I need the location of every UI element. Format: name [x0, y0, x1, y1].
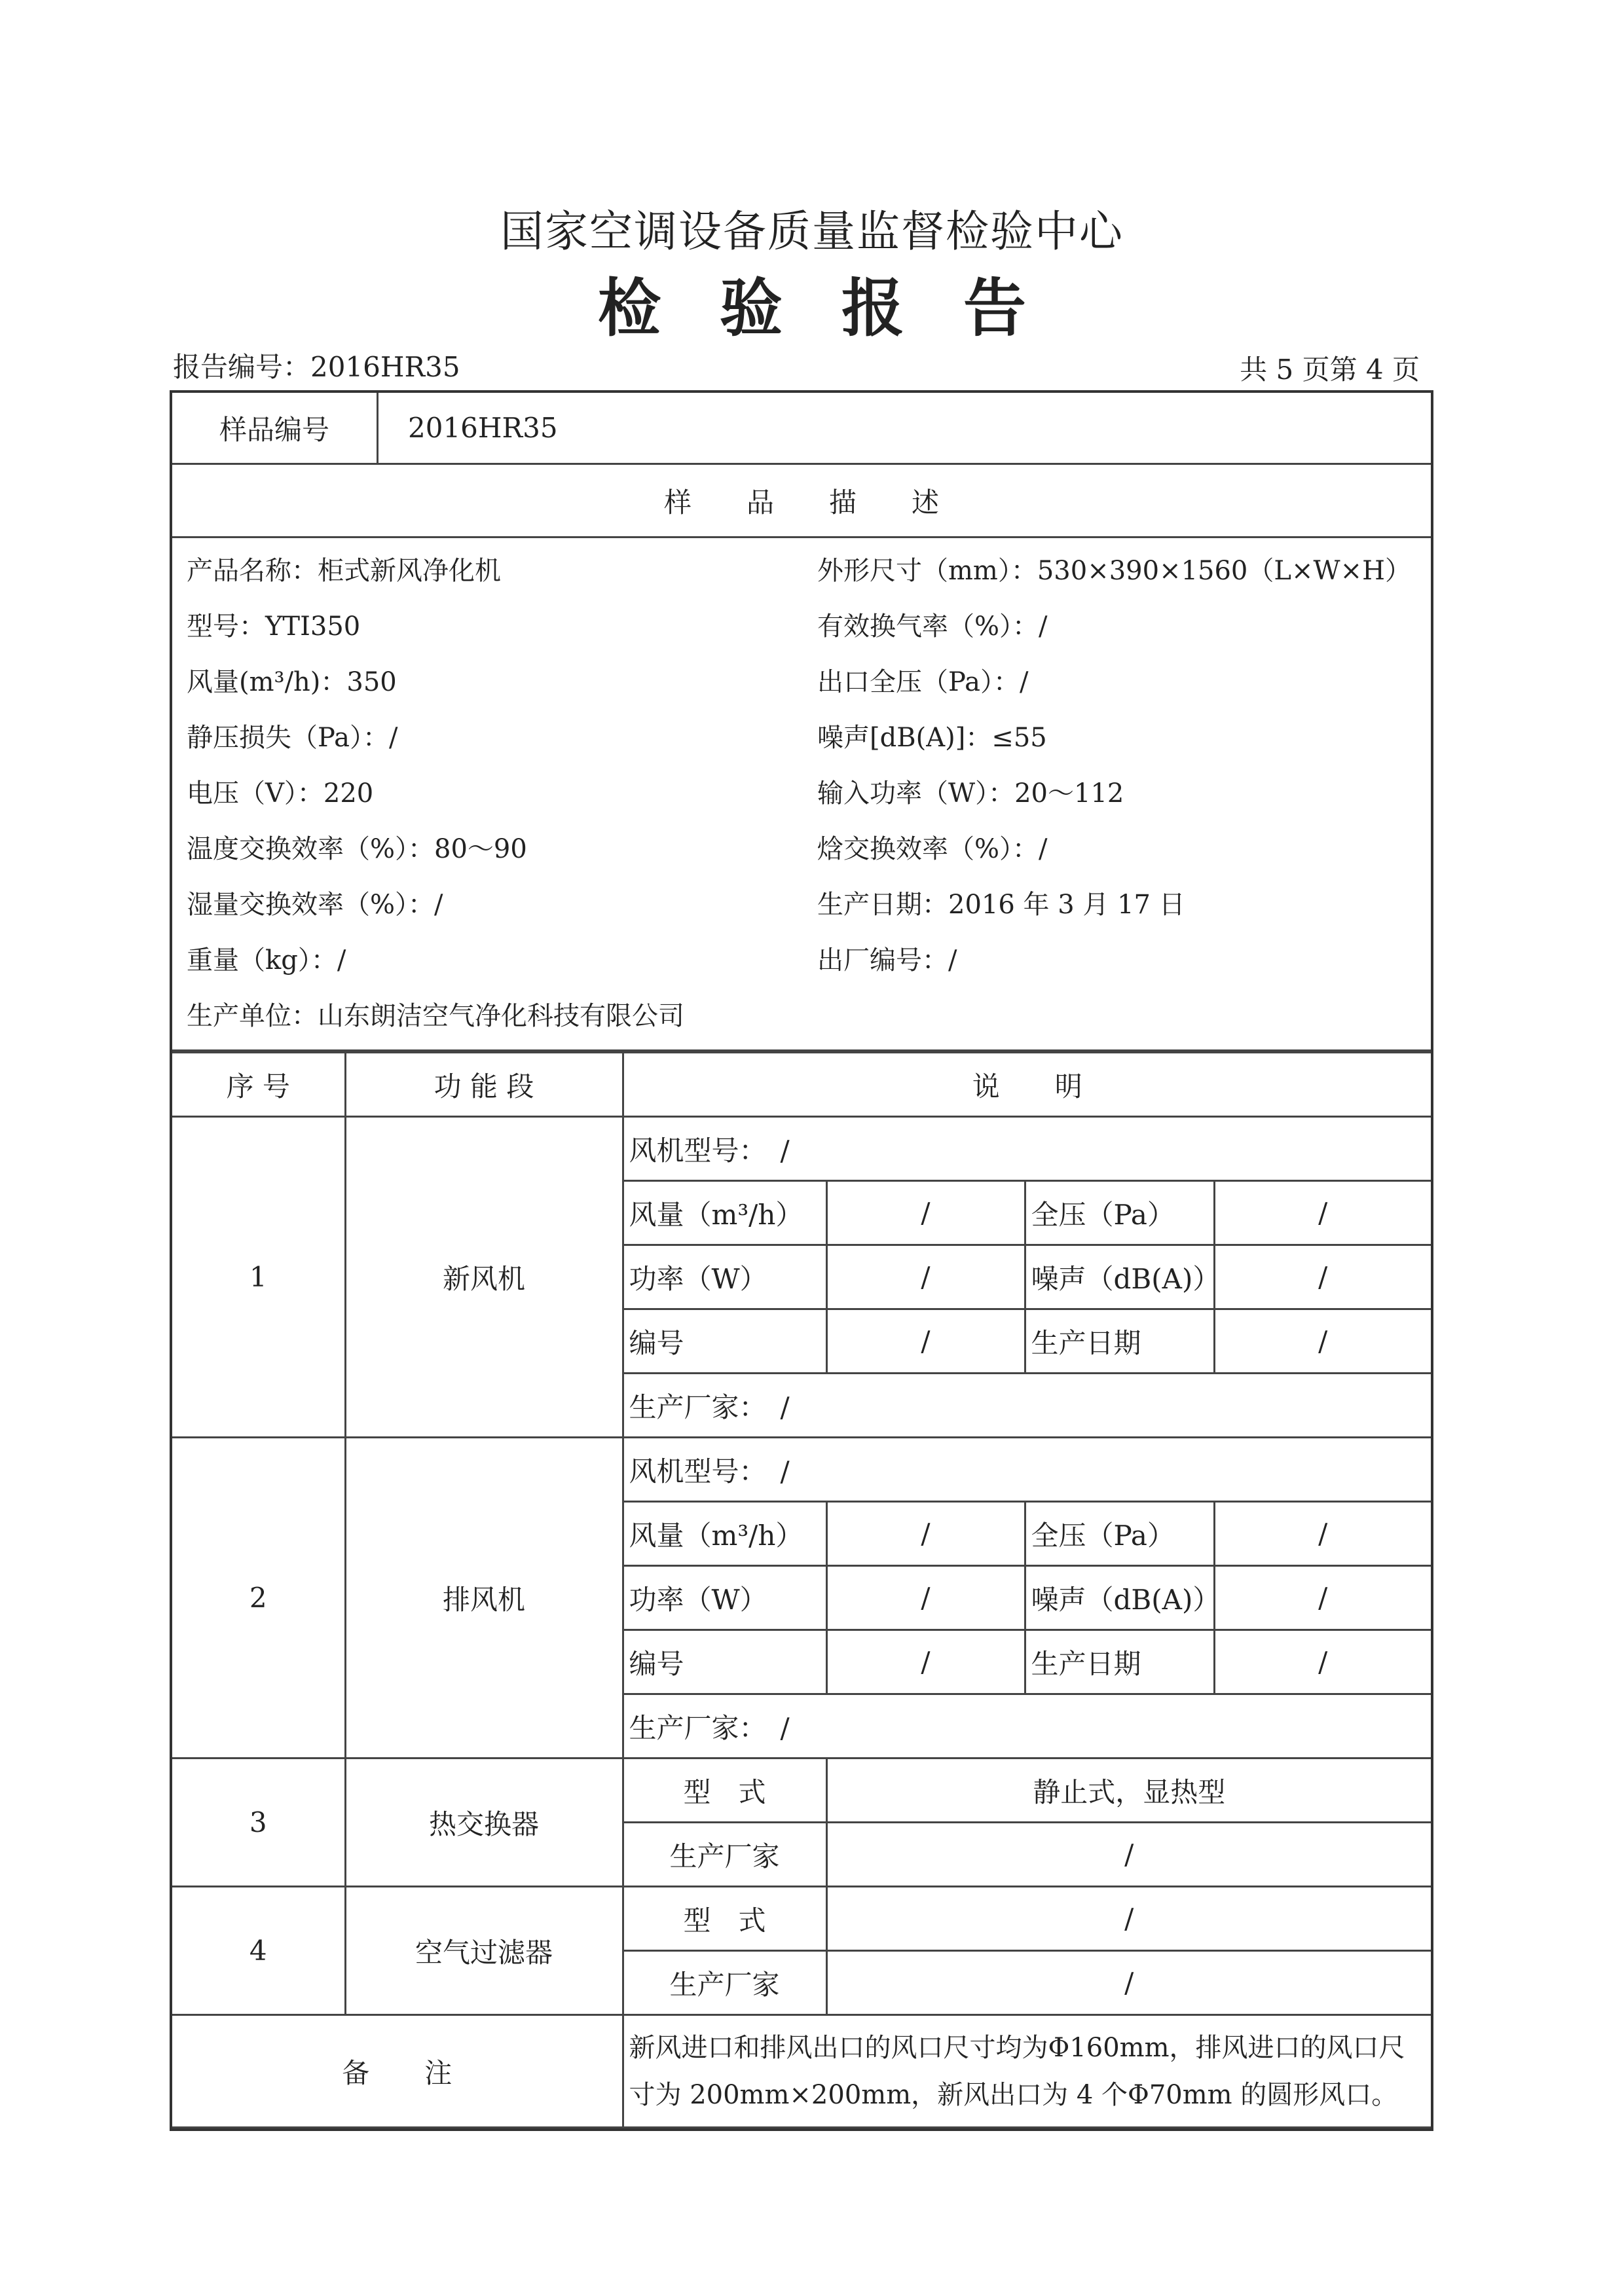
description-field: 出口全压（Pa）：/: [817, 667, 1029, 697]
description-field: 温度交换效率（%）：80～90: [187, 834, 527, 864]
description-field: 出厂编号：/: [817, 945, 957, 975]
table-cell: 备 注: [172, 2015, 623, 2128]
table-cell: 型 式: [623, 1758, 826, 1823]
table-cell: 生产厂家: [623, 1823, 826, 1887]
sample-description-title-row: [172, 465, 1431, 538]
description-field: 重量（kg）：/: [187, 945, 346, 975]
table-cell: 编号: [623, 1309, 826, 1374]
sample-number-value: 2016HR35: [408, 412, 558, 444]
report-title: 检验报告: [598, 271, 1085, 345]
table-cell: /: [826, 1245, 1025, 1309]
description-field: 电压（V）：220: [187, 778, 374, 809]
sample-description: [172, 538, 1431, 1051]
table-cell: 静止式，显热型: [826, 1758, 1431, 1823]
table-cell: 热交换器: [345, 1758, 623, 1887]
table-cell: 全压（Pa）: [1025, 1181, 1214, 1245]
table-cell: /: [826, 1951, 1431, 2015]
sample-description-title: 样 品 描 述: [663, 486, 939, 519]
sample-number-label: 样品编号: [172, 393, 378, 463]
table-cell: 编号: [623, 1630, 826, 1694]
table-cell: 1: [172, 1117, 345, 1438]
table-cell: 空气过滤器: [345, 1887, 623, 2015]
table-cell: 风机型号： /: [623, 1117, 1431, 1181]
table-cell: /: [826, 1309, 1025, 1374]
table-cell: 生产日期: [1025, 1630, 1214, 1694]
function-section-table: [172, 1051, 1431, 2128]
table-cell: /: [1214, 1502, 1431, 1566]
table-cell: /: [826, 1630, 1025, 1694]
description-field: 湿量交换效率（%）：/: [187, 890, 443, 920]
description-field: 噪声[dB(A)]：≤55: [817, 723, 1047, 753]
table-cell: 风量（m³/h）: [623, 1181, 826, 1245]
table-cell: /: [1214, 1181, 1431, 1245]
sample-number-row: [172, 393, 1431, 465]
table-cell: 生产日期: [1025, 1309, 1214, 1374]
table-cell: 生产厂家： /: [623, 1374, 1431, 1438]
table-cell: 风机型号： /: [623, 1438, 1431, 1502]
description-field: 焓交换效率（%）：/: [817, 834, 1048, 864]
table-cell: 功率（W）: [623, 1566, 826, 1630]
table-cell: /: [1214, 1245, 1431, 1309]
description-field: 风量(m³/h)：350: [187, 667, 397, 697]
table-cell: 序 号: [172, 1053, 345, 1117]
description-field: [817, 989, 1416, 1044]
table-cell: 3: [172, 1758, 345, 1887]
table-cell: 生产厂家: [623, 1951, 826, 2015]
table-cell: /: [1214, 1309, 1431, 1374]
table-cell: 全压（Pa）: [1025, 1502, 1214, 1566]
table-cell: 说 明: [623, 1053, 1431, 1117]
table-cell: 噪声（dB(A)）: [1025, 1245, 1214, 1309]
table-cell: /: [1214, 1630, 1431, 1694]
table-cell: 新风机: [345, 1117, 623, 1438]
description-field: 外形尺寸（mm）：530×390×1560（L×W×H）: [817, 556, 1411, 586]
table-cell: 2: [172, 1438, 345, 1758]
organization-name: 国家空调设备质量监督检验中心: [500, 206, 1124, 257]
table-cell: 生产厂家： /: [623, 1694, 1431, 1758]
table-cell: /: [826, 1823, 1431, 1887]
table-cell: /: [1214, 1566, 1431, 1630]
table-cell: 4: [172, 1887, 345, 2015]
description-field: 静压损失（Pa）：/: [187, 723, 398, 753]
page-indicator: 共 5 页第 4 页: [1240, 354, 1420, 386]
description-field: 生产日期：2016 年 3 月 17 日: [817, 890, 1185, 920]
table-cell: 噪声（dB(A)）: [1025, 1566, 1214, 1630]
table-cell: 排风机: [345, 1438, 623, 1758]
table-cell: 型 式: [623, 1887, 826, 1951]
description-field: 生产单位：山东朗洁空气净化科技有限公司: [187, 1001, 684, 1031]
table-cell: 功率（W）: [623, 1245, 826, 1309]
table-cell: /: [826, 1566, 1025, 1630]
table-cell: /: [826, 1887, 1431, 1951]
report-number: 报告编号：2016HR35: [173, 351, 460, 383]
description-field: 有效换气率（%）：/: [817, 611, 1048, 642]
description-field: 型号：YTI350: [187, 611, 361, 642]
description-field: 产品名称：柜式新风净化机: [187, 556, 501, 586]
table-cell: /: [826, 1502, 1025, 1566]
description-field: 输入功率（W）：20～112: [817, 778, 1124, 809]
table-cell: 风量（m³/h）: [623, 1502, 826, 1566]
remarks-text: 新风进口和排风出口的风口尺寸均为Φ160mm，排风进口的风口尺寸为 200mm×200mm，新风出口为 4 个Φ70mm 的圆形风口。: [623, 2015, 1431, 2128]
table-cell: 功 能 段: [345, 1053, 623, 1117]
table-cell: /: [826, 1181, 1025, 1245]
report-sheet: [170, 390, 1433, 2131]
